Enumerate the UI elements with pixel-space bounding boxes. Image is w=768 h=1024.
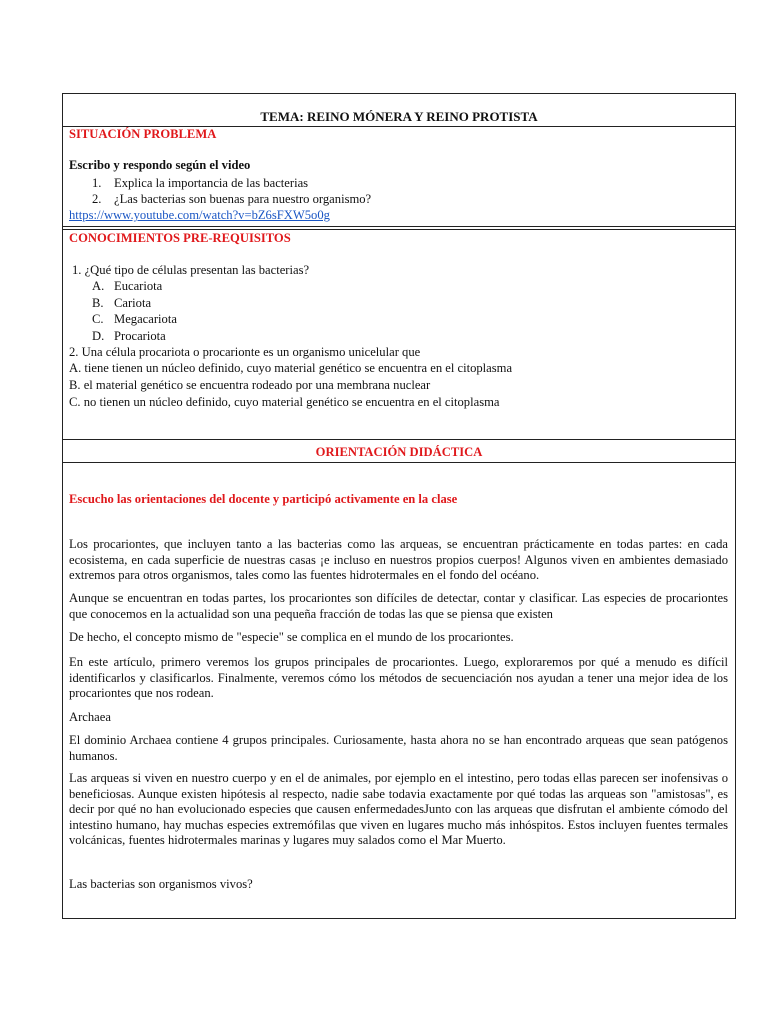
paragraph: Archaea <box>69 710 111 724</box>
list-number: 1. <box>92 176 102 190</box>
option-text: Eucariota <box>114 279 163 293</box>
video-link[interactable]: https://www.youtube.com/watch?v=bZ6sFXW5o0g <box>69 208 330 222</box>
conocimientos-heading: CONOCIMIENTOS PRE-REQUISITOS <box>69 231 291 245</box>
divider <box>63 439 735 440</box>
option-letter: C. <box>92 312 104 326</box>
option-letter: A. <box>92 279 105 293</box>
question-1: 1. ¿Qué tipo de células presentan las bacterias? <box>72 263 310 277</box>
divider <box>63 226 735 227</box>
situacion-subheading: Escribo y respondo según el video <box>69 158 251 172</box>
situacion-heading: SITUACIÓN PROBLEMA <box>69 127 217 141</box>
paragraph: En este artículo, primero veremos los grupos principales de procariontes. Luego, exploraremos por qué a menudo es difícil identificarlos y clasificarlos. Finalmente, veremos cómo los métodos de secuenciación nos ayudan a tener una mejor idea de los procariontes que nos rodean. <box>69 655 728 700</box>
option-letter: D. <box>92 329 105 343</box>
list-text: ¿Las bacterias son buenas para nuestro organismo? <box>114 192 372 206</box>
question-2: 2. Una célula procariota o procarionte es un organismo unicelular que <box>69 345 421 359</box>
option-text: Procariota <box>114 329 166 343</box>
paragraph: Los procariontes, que incluyen tanto a las bacterias como las arqueas, se encuentran prácticamente en todas partes: en cada ecosistema, en cada superficie de nuestras casas ¡e incluso en nuestros propios cuerpos! Algunos viven en ambientes demasiado extremos para otros organismos, tales como las fuentes hidrotermales en el fondo del océano. <box>69 537 728 582</box>
paragraph: De hecho, el concepto mismo de "especie" se complica en el mundo de los procariontes. <box>69 630 514 644</box>
answer-option: C. no tienen un núcleo definido, cuyo material genético se encuentra en el citoplasma <box>69 395 500 409</box>
paragraph: Las bacterias son organismos vivos? <box>69 877 253 891</box>
worksheet-table <box>62 93 736 919</box>
divider <box>63 462 735 463</box>
list-text: Explica la importancia de las bacterias <box>114 176 309 190</box>
paragraph: Aunque se encuentran en todas partes, los procariontes son difíciles de detectar, contar y clasificar. Las especies de procariontes que conocemos en la actualidad son una pequeña fracción de todas las que se piensa que existen <box>69 591 728 621</box>
list-number: 2. <box>92 192 102 206</box>
paragraph: El dominio Archaea contiene 4 grupos principales. Curiosamente, hasta ahora no se han encontrado arqueas que sean patógenos humanos. <box>69 733 728 763</box>
option-text: Megacariota <box>114 312 177 326</box>
orientacion-heading: ORIENTACIÓN DIDÁCTICA <box>315 445 483 459</box>
page-title: TEMA: REINO MÓNERA Y REINO PROTISTA <box>260 109 538 124</box>
answer-option: A. tiene tienen un núcleo definido, cuyo material genético se encuentra en el citoplasma <box>69 361 513 375</box>
orientacion-intro: Escucho las orientaciones del docente y participó activamente en la clase <box>69 492 458 506</box>
option-text: Cariota <box>114 296 152 310</box>
answer-option: B. el material genético se encuentra rodeado por una membrana nuclear <box>69 378 431 392</box>
paragraph: Las arqueas si viven en nuestro cuerpo y en el de animales, por ejemplo en el intestino, pero todas ellas parecen ser inofensivas o beneficiosas. Aunque existen hipótesis al respecto, nadie sabe todavia exactamente por qué todas las arqueas son "amistosas", es decir por qué no han evolucionado especies que causen enfermedadesJunto con las arqueas que disfrutan el ambiente cómodo del intestino humano, hay muchas especies extremófilas que viven en lugares mucho más inhóspitos. Estos incluyen fuentes termales volcánicas, fuentes hidrotermales marinas y lugares muy salados como el Mar Muerto. <box>69 771 728 847</box>
option-letter: B. <box>92 296 104 310</box>
